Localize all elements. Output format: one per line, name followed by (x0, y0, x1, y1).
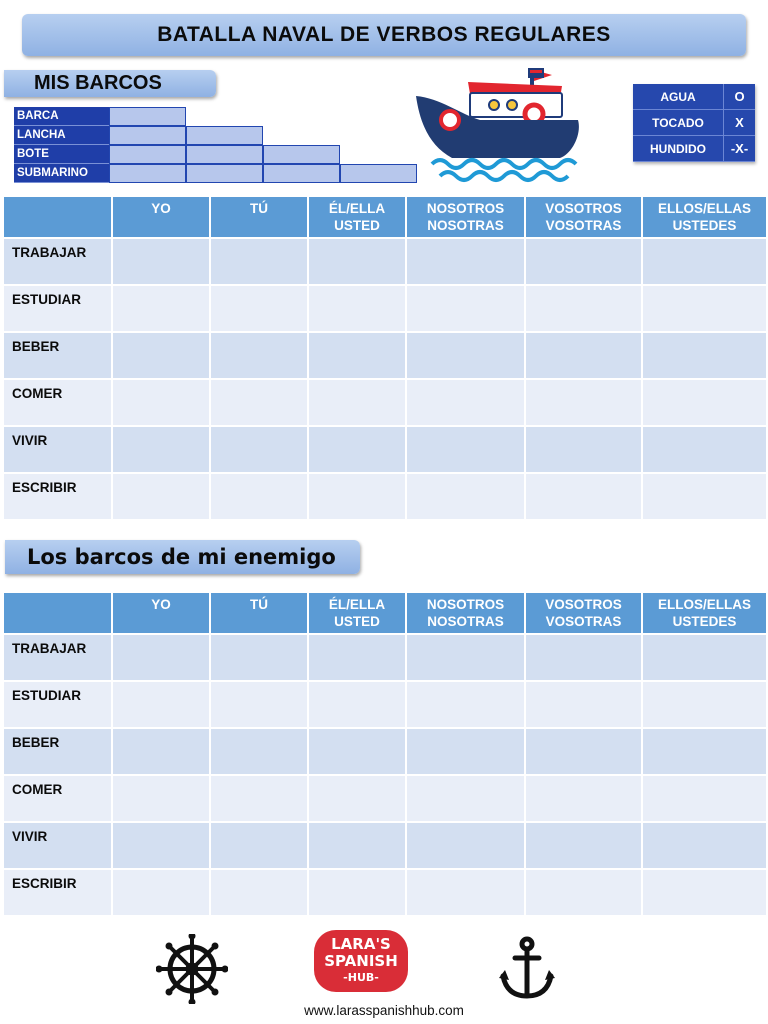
fleet-cell[interactable] (109, 145, 186, 164)
conjugation-cell[interactable] (210, 332, 308, 379)
grid-header-row (3, 592, 767, 634)
conjugation-cell[interactable] (308, 775, 406, 822)
verb-label: COMER (3, 379, 112, 426)
conjugation-cell[interactable] (308, 728, 406, 775)
verb-row (3, 332, 767, 379)
fleet-label: BARCA (14, 107, 109, 126)
fleet-row-bote (14, 145, 340, 164)
conjugation-cell[interactable] (308, 238, 406, 285)
conjugation-cell[interactable] (112, 473, 210, 520)
legend-row-agua (633, 84, 755, 110)
conjugation-cell[interactable] (112, 379, 210, 426)
corner-header (3, 196, 112, 238)
conjugation-cell[interactable] (308, 332, 406, 379)
page-title-banner (22, 14, 746, 56)
column-header: VOSOTROS VOSOTRAS (525, 592, 642, 634)
footer-url[interactable]: www.larasspanishhub.com (304, 1003, 464, 1018)
legend-symbol: -X- (730, 141, 749, 156)
page-title: BATALLA NAVAL DE VERBOS REGULARES (157, 23, 611, 46)
legend-key (633, 84, 755, 162)
ship-icon (410, 64, 595, 184)
enemy-heading (5, 540, 360, 574)
conjugation-cell[interactable] (210, 379, 308, 426)
fleet-row-lancha (14, 126, 263, 145)
anchor-icon (497, 936, 557, 1002)
verb-label: ESCRIBIR (3, 473, 112, 520)
conjugation-cell[interactable] (406, 285, 525, 332)
conjugation-cell[interactable] (525, 473, 642, 520)
verb-label: VIVIR (3, 426, 112, 473)
conjugation-cell[interactable] (112, 822, 210, 869)
conjugation-cell[interactable] (308, 473, 406, 520)
conjugation-cell[interactable] (525, 634, 642, 681)
conjugation-cell[interactable] (525, 238, 642, 285)
verb-label: TRABAJAR (3, 634, 112, 681)
conjugation-cell[interactable] (642, 332, 767, 379)
grid-header-row (3, 196, 767, 238)
verb-label: ESTUDIAR (3, 285, 112, 332)
fleet-cell[interactable] (109, 126, 186, 145)
conjugation-cell[interactable] (308, 285, 406, 332)
fleet-label: SUBMARINO (14, 164, 109, 183)
fleet-cell[interactable] (263, 164, 340, 183)
conjugation-cell[interactable] (525, 681, 642, 728)
conjugation-cell[interactable] (525, 822, 642, 869)
mis-barcos-heading-text: MIS BARCOS (34, 72, 162, 94)
column-header: ÉL/ELLA USTED (308, 592, 406, 634)
conjugation-cell[interactable] (406, 822, 525, 869)
column-header: NOSOTROS NOSOTRAS (406, 196, 525, 238)
verb-label: COMER (3, 775, 112, 822)
legend-label: AGUA (633, 84, 724, 109)
conjugation-cell[interactable] (406, 634, 525, 681)
conjugation-cell[interactable] (642, 634, 767, 681)
fleet-cell[interactable] (263, 145, 340, 164)
conjugation-cell[interactable] (642, 238, 767, 285)
conjugation-cell[interactable] (406, 728, 525, 775)
conjugation-cell[interactable] (210, 822, 308, 869)
verb-row (3, 869, 767, 916)
column-header: YO (112, 592, 210, 634)
conjugation-cell[interactable] (642, 379, 767, 426)
verb-row (3, 822, 767, 869)
conjugation-cell[interactable] (210, 473, 308, 520)
legend-symbol: O (734, 89, 745, 104)
conjugation-cell[interactable] (112, 426, 210, 473)
logo-line-3: -HUB- (343, 971, 379, 984)
column-header: YO (112, 196, 210, 238)
verb-label: VIVIR (3, 822, 112, 869)
conjugation-cell[interactable] (525, 285, 642, 332)
verb-row (3, 775, 767, 822)
conjugation-cell[interactable] (406, 869, 525, 916)
conjugation-cell[interactable] (308, 379, 406, 426)
my-verbs-grid (2, 195, 768, 521)
verb-label: ESTUDIAR (3, 681, 112, 728)
conjugation-cell[interactable] (112, 285, 210, 332)
conjugation-cell[interactable] (642, 822, 767, 869)
conjugation-cell[interactable] (406, 238, 525, 285)
column-header: NOSOTROS NOSOTRAS (406, 592, 525, 634)
conjugation-cell[interactable] (525, 379, 642, 426)
fleet-cell[interactable] (109, 164, 186, 183)
legend-row-tocado (633, 110, 755, 136)
conjugation-cell[interactable] (642, 728, 767, 775)
conjugation-cell[interactable] (210, 775, 308, 822)
column-header: TÚ (210, 196, 308, 238)
conjugation-cell[interactable] (112, 869, 210, 916)
verb-row (3, 634, 767, 681)
conjugation-cell[interactable] (406, 473, 525, 520)
conjugation-cell[interactable] (308, 822, 406, 869)
fleet-cell[interactable] (109, 107, 186, 126)
conjugation-cell[interactable] (308, 869, 406, 916)
conjugation-cell[interactable] (525, 332, 642, 379)
verb-row (3, 728, 767, 775)
conjugation-cell[interactable] (308, 634, 406, 681)
enemy-verbs-grid (2, 591, 768, 917)
conjugation-cell[interactable] (406, 426, 525, 473)
conjugation-cell[interactable] (642, 869, 767, 916)
verb-label: TRABAJAR (3, 238, 112, 285)
verb-label: ESCRIBIR (3, 869, 112, 916)
conjugation-cell[interactable] (210, 238, 308, 285)
conjugation-cell[interactable] (112, 681, 210, 728)
conjugation-cell[interactable] (112, 332, 210, 379)
conjugation-cell[interactable] (406, 775, 525, 822)
conjugation-cell[interactable] (642, 473, 767, 520)
column-header: ELLOS/ELLAS USTEDES (642, 592, 767, 634)
conjugation-cell[interactable] (525, 728, 642, 775)
fleet-label: BOTE (14, 145, 109, 164)
verb-row (3, 681, 767, 728)
fleet-row-submarino (14, 164, 417, 183)
laras-spanish-hub-logo (314, 930, 408, 992)
conjugation-cell[interactable] (210, 426, 308, 473)
fleet-cell[interactable] (340, 164, 417, 183)
corner-header (3, 592, 112, 634)
column-header: ELLOS/ELLAS USTEDES (642, 196, 767, 238)
legend-label: HUNDIDO (633, 136, 724, 161)
fleet-cell[interactable] (186, 164, 263, 183)
conjugation-cell[interactable] (642, 426, 767, 473)
column-header: TÚ (210, 592, 308, 634)
verb-row (3, 379, 767, 426)
conjugation-cell[interactable] (406, 332, 525, 379)
conjugation-cell[interactable] (642, 681, 767, 728)
conjugation-cell[interactable] (525, 775, 642, 822)
conjugation-cell[interactable] (642, 775, 767, 822)
conjugation-cell[interactable] (112, 775, 210, 822)
conjugation-cell[interactable] (210, 681, 308, 728)
verb-row (3, 426, 767, 473)
fleet-label: LANCHA (14, 126, 109, 145)
verb-label: BEBER (3, 332, 112, 379)
conjugation-cell[interactable] (525, 426, 642, 473)
verb-row (3, 238, 767, 285)
column-header: VOSOTROS VOSOTRAS (525, 196, 642, 238)
column-header: ÉL/ELLA USTED (308, 196, 406, 238)
ships-wheel-icon (156, 934, 228, 1004)
conjugation-cell[interactable] (210, 728, 308, 775)
conjugation-cell[interactable] (308, 426, 406, 473)
conjugation-cell[interactable] (210, 285, 308, 332)
mis-barcos-heading (4, 70, 216, 97)
conjugation-cell[interactable] (210, 634, 308, 681)
conjugation-cell[interactable] (642, 285, 767, 332)
fleet-cell[interactable] (186, 145, 263, 164)
conjugation-cell[interactable] (112, 728, 210, 775)
conjugation-cell[interactable] (525, 869, 642, 916)
verb-row (3, 285, 767, 332)
conjugation-cell[interactable] (406, 379, 525, 426)
logo-line-2: SPANISH (324, 952, 398, 970)
conjugation-cell[interactable] (112, 634, 210, 681)
verb-label: BEBER (3, 728, 112, 775)
logo-line-1: LARA'S (331, 935, 391, 953)
conjugation-cell[interactable] (308, 681, 406, 728)
verb-row (3, 473, 767, 520)
legend-label: TOCADO (633, 110, 724, 135)
legend-row-hundido (633, 136, 755, 162)
conjugation-cell[interactable] (112, 238, 210, 285)
enemy-heading-text: Los barcos de mi enemigo (27, 545, 336, 569)
conjugation-cell[interactable] (406, 681, 525, 728)
legend-symbol: X (735, 115, 744, 130)
conjugation-cell[interactable] (210, 869, 308, 916)
fleet-row-barca (14, 107, 186, 126)
fleet-cell[interactable] (186, 126, 263, 145)
